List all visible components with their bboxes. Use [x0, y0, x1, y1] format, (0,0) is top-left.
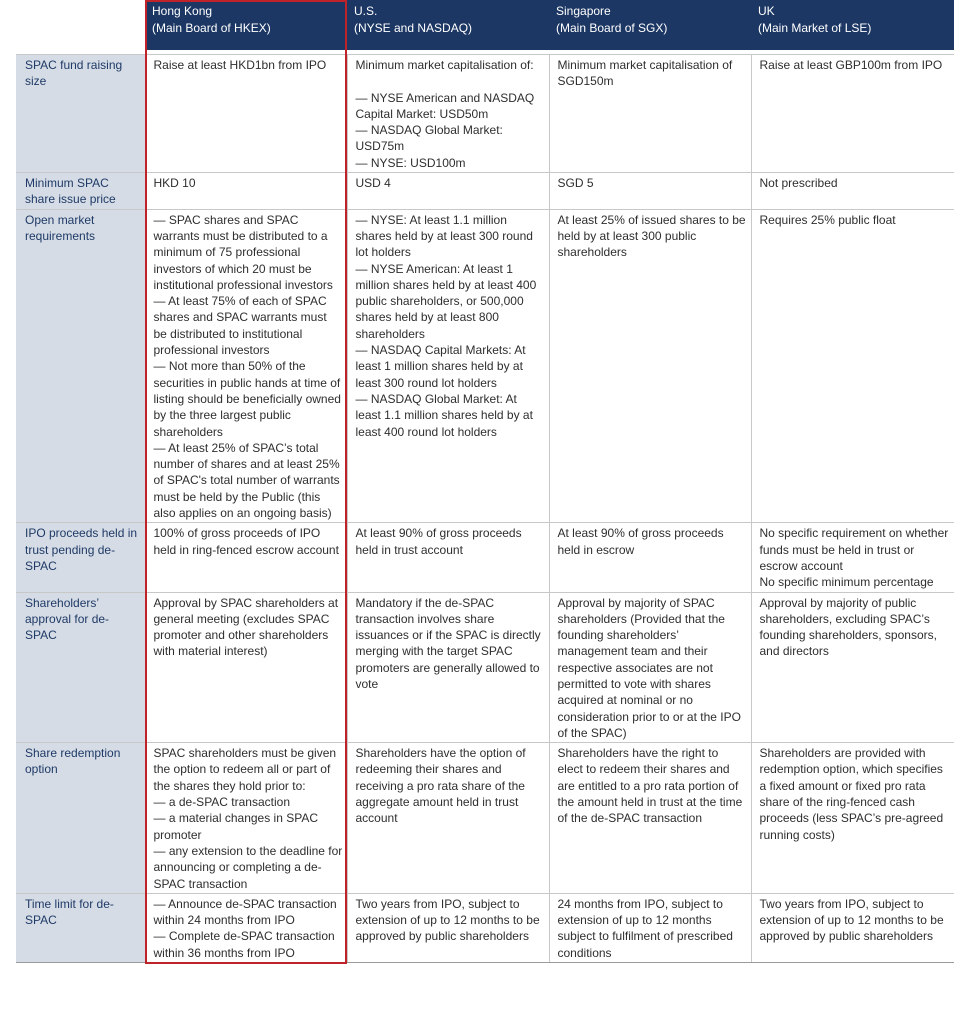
cell-line: — At least 75% of each of SPAC shares and SPAC warrants must be distributed to institutional professional investors	[153, 294, 327, 358]
cell-line: Requires 25% public float	[759, 212, 896, 227]
cell-line: — a de-SPAC transaction	[153, 795, 291, 810]
header-market-name: U.S.	[354, 4, 378, 18]
row-label: SPAC fund raising size	[16, 55, 145, 173]
cell-line: Minimum market capitalisation of SGD150m	[557, 58, 733, 89]
cell-line: — NYSE: At least 1.1 million shares held by at least 300 round lot holders	[355, 212, 533, 260]
cell-uk	[751, 173, 954, 210]
cell-hong-kong	[145, 523, 347, 592]
row-open-market-requirements	[16, 209, 954, 523]
header-singapore	[549, 0, 751, 50]
cell-line: Raise at least HKD1bn from IPO	[153, 58, 327, 72]
row-time-limit	[16, 893, 954, 962]
table-body	[16, 50, 954, 963]
header-market-name: Singapore	[556, 4, 611, 18]
cell-line: 24 months from IPO, subject to extension of up to 12 months subject to fulfilment of prescribed conditions	[557, 896, 733, 960]
header-exchange: (NYSE and NASDAQ)	[354, 20, 473, 35]
cell-uk	[751, 55, 954, 173]
cell-singapore	[549, 55, 751, 173]
cell-line: — NYSE American and NASDAQ Capital Market: USD50m	[355, 90, 535, 121]
cell-line: Not prescribed	[759, 176, 838, 191]
row-shareholders-approval	[16, 592, 954, 743]
cell-uk	[751, 592, 954, 743]
cell-line: — NYSE American: At least 1 million shares held by at least 400 public shareholders, or 500,000 shares held by at least 800 shareholders	[355, 261, 537, 341]
cell-line: — SPAC shares and SPAC warrants must be distributed to a minimum of 75 professional investors of which 20 must be institutional professional investors	[153, 212, 333, 292]
cell-line: Shareholders have the right to elect to redeem their shares and are entitled to a pro rata portion of the amount held in trust at the time of the de-SPAC transaction	[557, 746, 743, 826]
cell-line: At least 25% of issued shares to be held by at least 300 public shareholders	[557, 212, 746, 260]
cell-line: Shareholders have the option of redeeming their shares and receiving a pro rata share of the aggregate amount held in trust account	[355, 746, 526, 826]
cell-line: Approval by SPAC shareholders at general meeting (excludes SPAC promoter and other shareholders with material interest)	[153, 595, 339, 659]
cell-singapore	[549, 592, 751, 743]
cell-hong-kong	[145, 893, 347, 962]
cell-hong-kong	[145, 209, 347, 523]
cell-line: HKD 10	[153, 176, 196, 191]
spac-comparison-table	[16, 0, 954, 963]
header-uk	[751, 0, 954, 50]
cell-line: Two years from IPO, subject to extension of up to 12 months to be approved by public shareholders	[759, 896, 944, 944]
cell-line: — Announce de-SPAC transaction within 24 months from IPO	[153, 896, 337, 928]
cell-line: Minimum market capitalisation of:	[355, 58, 534, 72]
header-exchange: (Main Market of LSE)	[758, 20, 872, 35]
header-row	[16, 0, 954, 50]
cell-uk	[751, 523, 954, 592]
header-exchange: (Main Board of HKEX)	[152, 20, 271, 35]
cell-line: Shareholders are provided with redemption option, which specifies a fixed amount or fixed pro rata share of the ring-fenced cash proceeds (less SPAC’s pre-agreed running costs)	[759, 746, 944, 842]
header-us	[347, 0, 549, 50]
cell-hong-kong	[145, 592, 347, 743]
cell-singapore	[549, 743, 751, 894]
cell-line: USD 4	[355, 176, 391, 191]
cell-hong-kong	[145, 743, 347, 894]
cell-line: — any extension to the deadline for announcing or completing a de-SPAC transaction	[153, 843, 343, 891]
cell-singapore	[549, 209, 751, 523]
cell-line: Mandatory if the de-SPAC transaction involves share issuances or if the SPAC is directly merging with the target SPAC promoters are generally allowed to vote	[355, 595, 541, 691]
row-minimum-issue-price	[16, 173, 954, 210]
row-label: Share redemption option	[16, 743, 145, 894]
cell-line: SPAC shareholders must be given the option to redeem all or part of the shares they hold prior to:	[153, 746, 337, 793]
cell-line: — Complete de-SPAC transaction within 36 months from IPO	[153, 929, 335, 960]
row-label: Shareholders’ approval for de-SPAC	[16, 592, 145, 743]
cell-line: SGD 5	[557, 176, 594, 191]
cell-us	[347, 209, 549, 523]
cell-line: — NASDAQ Global Market: USD75m	[355, 123, 503, 154]
cell-us	[347, 743, 549, 894]
cell-line: Raise at least GBP100m from IPO	[759, 58, 943, 72]
header-market-name: UK	[758, 4, 775, 18]
cell-line: Approval by majority of public shareholders, excluding SPAC’s founding shareholders, sponsors, and directors	[759, 595, 937, 659]
cell-line: — NYSE: USD100m	[355, 155, 466, 170]
cell-us	[347, 173, 549, 210]
header-exchange: (Main Board of SGX)	[556, 20, 668, 35]
cell-uk	[751, 743, 954, 894]
row-label: Minimum SPAC share issue price	[16, 173, 145, 210]
cell-uk	[751, 893, 954, 962]
cell-line: — a material changes in SPAC promoter	[153, 811, 319, 842]
cell-us	[347, 55, 549, 173]
row-label: Time limit for de-SPAC	[16, 893, 145, 962]
row-ipo-proceeds-trust	[16, 523, 954, 592]
cell-line: 100% of gross proceeds of IPO held in ring-fenced escrow account	[153, 526, 339, 557]
cell-line: — NASDAQ Global Market: At least 1.1 million shares held by at least 400 round lot holders	[355, 391, 533, 439]
row-label: IPO proceeds held in trust pending de-SPAC	[16, 523, 145, 592]
cell-singapore	[549, 173, 751, 210]
row-label: Open market requirements	[16, 209, 145, 523]
row-share-redemption-option	[16, 743, 954, 894]
cell-line: No specific requirement on whether funds must be held in trust or escrow account	[759, 526, 949, 573]
header-market-name: Hong Kong	[152, 4, 213, 18]
header-hong-kong	[145, 0, 347, 50]
cell-line: At least 90% of gross proceeds held in escrow	[557, 526, 724, 557]
spac-comparison-table-container	[16, 0, 954, 963]
cell-us	[347, 893, 549, 962]
cell-line: — NASDAQ Capital Markets: At least 1 million shares held by at least 300 round lot holders	[355, 343, 526, 390]
cell-line: No specific minimum percentage	[759, 575, 934, 590]
cell-us	[347, 592, 549, 743]
cell-hong-kong	[145, 55, 347, 173]
cell-line: — Not more than 50% of the securities in public hands at time of listing should be beneficially owned by the three largest public shareholders	[153, 359, 341, 439]
cell-singapore	[549, 523, 751, 592]
header-corner	[16, 0, 145, 50]
cell-hong-kong	[145, 173, 347, 210]
cell-line: Two years from IPO, subject to extension of up to 12 months to be approved by public shareholders	[355, 896, 540, 944]
cell-uk	[751, 209, 954, 523]
cell-line: At least 90% of gross proceeds held in trust account	[355, 526, 522, 557]
cell-line: — At least 25% of SPAC’s total number of shares and at least 25% of SPAC's total number of warrants must be held by the Public (this also applies on an ongoing basis)	[153, 440, 340, 521]
cell-singapore	[549, 893, 751, 962]
cell-line	[356, 73, 545, 89]
cell-line: Approval by majority of SPAC shareholders (Provided that the founding shareholders’ management team and their respective associates are not permitted to vote with shares acquired at nominal or no consideration prior to or at the IPO of the SPAC)	[557, 595, 741, 740]
row-fund-raising-size	[16, 55, 954, 173]
cell-us	[347, 523, 549, 592]
